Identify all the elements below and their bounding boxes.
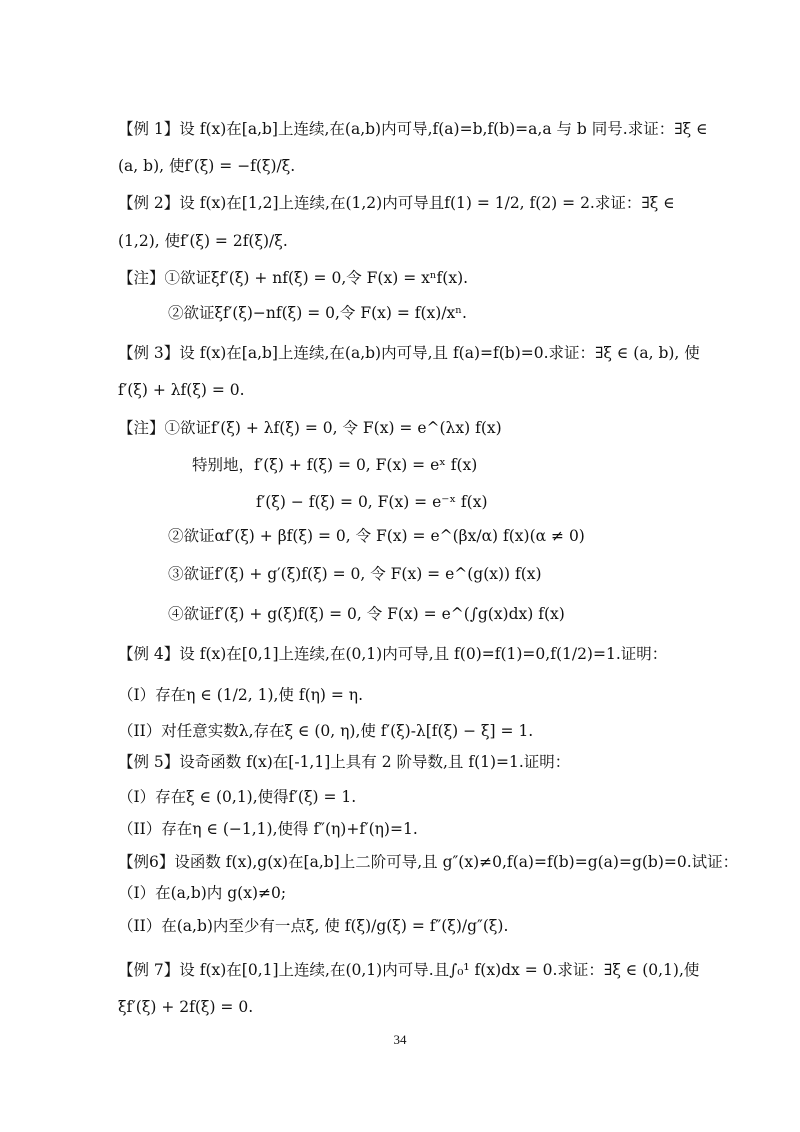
example-7-statement: 【例 7】设 f(x)在[0,1]上连续,在(0,1)内可导.且∫₀¹ f(x)dx = 0.求证：∃ξ ∈ (0,1),使	[118, 961, 700, 979]
example-2-statement: 【例 2】设 f(x)在[1,2]上连续,在(1,2)内可导且f(1) = 1/2, f(2) = 2.求证：∃ξ ∈	[118, 194, 675, 212]
example-1-conclusion: (a, b), 使f′(ξ) = −f(ξ)/ξ.	[118, 157, 296, 175]
example-4-part-1: （I）存在η ∈ (1/2, 1),使 f(η) = η.	[118, 686, 364, 704]
example-7-conclusion: ξf′(ξ) + 2f(ξ) = 0.	[118, 998, 254, 1016]
example-5-part-1: （I）存在ξ ∈ (0,1),使得f′(ξ) = 1.	[118, 788, 357, 806]
example-2-conclusion: (1,2), 使f′(ξ) = 2f(ξ)/ξ.	[118, 232, 288, 250]
example-5-part-2: （II）存在η ∈ (−1,1),使得 f″(η)+f′(η)=1.	[118, 820, 418, 838]
note-2-special-case-1: 特别地，f′(ξ) + f(ξ) = 0, F(x) = eˣ f(x)	[192, 456, 478, 474]
example-6-part-1: （I）在(a,b)内 g(x)≠0;	[118, 884, 287, 902]
example-1-statement: 【例 1】设 f(x)在[a,b]上连续,在(a,b)内可导,f(a)=b,f(b)=a,a 与 b 同号.求证：∃ξ ∈	[118, 120, 708, 138]
note-2-item-3: ③欲证f′(ξ) + g′(ξ)f(ξ) = 0, 令 F(x) = e^(g(x)) f(x)	[168, 565, 542, 583]
example-6-statement: 【例6】设函数 f(x),g(x)在[a,b]上二阶可导,且 g″(x)≠0,f(a)=f(b)=g(a)=g(b)=0.试证：	[118, 853, 739, 871]
example-4-statement: 【例 4】设 f(x)在[0,1]上连续,在(0,1)内可导,且 f(0)=f(1)=0,f(1/2)=1.证明：	[118, 645, 668, 663]
example-3-statement: 【例 3】设 f(x)在[a,b]上连续,在(a,b)内可导,且 f(a)=f(b)=0.求证：∃ξ ∈ (a, b), 使	[118, 344, 700, 362]
example-3-conclusion: f′(ξ) + λf(ξ) = 0.	[118, 381, 245, 399]
note-2-item-2: ②欲证αf′(ξ) + βf(ξ) = 0, 令 F(x) = e^(βx/α) f(x)(α ≠ 0)	[168, 527, 585, 545]
note-1-item-1: 【注】①欲证ξf′(ξ) + nf(ξ) = 0,令 F(x) = xⁿf(x).	[118, 269, 469, 287]
page-number: 34	[393, 1032, 407, 1047]
note-1-item-2: ②欲证ξf′(ξ)−nf(ξ) = 0,令 F(x) = f(x)/xⁿ.	[168, 304, 467, 322]
note-2-special-case-2: f′(ξ) − f(ξ) = 0, F(x) = e⁻ˣ f(x)	[256, 493, 488, 511]
example-4-part-2: （II）对任意实数λ,存在ξ ∈ (0, η),使 f′(ξ)-λ[f(ξ) − ξ] = 1.	[118, 722, 534, 740]
example-6-part-2: （II）在(a,b)内至少有一点ξ, 使 f(ξ)/g(ξ) = f″(ξ)/g″(ξ).	[118, 917, 509, 935]
note-2-item-1: 【注】①欲证f′(ξ) + λf(ξ) = 0, 令 F(x) = e^(λx) f(x)	[118, 419, 502, 437]
note-2-item-4: ④欲证f′(ξ) + g(ξ)f(ξ) = 0, 令 F(x) = e^(∫g(x)dx) f(x)	[168, 605, 565, 623]
example-5-statement: 【例 5】设奇函数 f(x)在[-1,1]上具有 2 阶导数,且 f(1)=1.证明：	[118, 753, 571, 771]
